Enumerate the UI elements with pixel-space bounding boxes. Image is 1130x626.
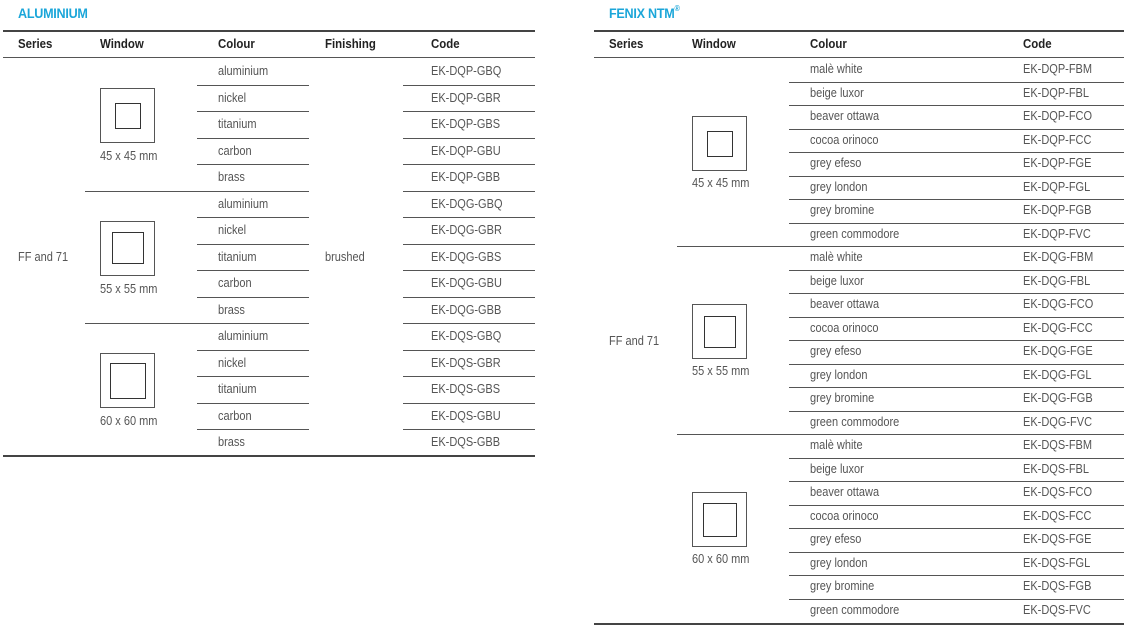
code-cell: EK-DQS-FVC — [1023, 602, 1091, 617]
row-divider — [197, 217, 309, 218]
code-cell: EK-DQS-GBB — [431, 435, 501, 449]
colour-cell: cocoa orinoco — [810, 320, 879, 335]
code-cell: EK-DQP-FCC — [1023, 132, 1092, 147]
header-bottom-rule — [3, 57, 535, 58]
fenix-title-text: FENIX NTM — [609, 5, 675, 21]
code-cell: EK-DQP-FVC — [1023, 226, 1091, 241]
code-cell: EK-DQS-GBS — [431, 382, 501, 396]
row-divider — [403, 429, 535, 430]
colour-cell: green commodore — [810, 226, 900, 241]
row-divider — [789, 458, 1124, 459]
colour-cell: brass — [218, 302, 245, 317]
group-divider — [677, 434, 1124, 435]
group-divider — [403, 191, 535, 192]
row-divider — [789, 176, 1124, 177]
colour-cell: beaver ottawa — [810, 485, 880, 499]
row-divider — [403, 270, 535, 271]
code-cell: EK-DQP-FGE — [1023, 156, 1092, 170]
header-code: Code — [1023, 36, 1052, 51]
code-cell: EK-DQS-GBU — [431, 408, 501, 423]
header-window: Window — [100, 36, 144, 51]
row-divider — [789, 411, 1124, 412]
window-opening-icon — [115, 103, 141, 129]
code-cell: EK-DQS-FCC — [1023, 508, 1092, 523]
colour-cell: beaver ottawa — [810, 109, 880, 123]
row-divider — [403, 376, 535, 377]
code-cell: EK-DQG-FCO — [1023, 297, 1094, 311]
window-opening-icon — [704, 316, 736, 348]
colour-cell: malè white — [810, 438, 863, 452]
row-divider — [403, 217, 535, 218]
window-size-label: 45 x 45 mm — [100, 149, 158, 163]
code-cell: EK-DQS-FBM — [1023, 438, 1093, 452]
colour-cell: nickel — [218, 355, 247, 370]
row-divider — [789, 152, 1124, 153]
colour-cell: carbon — [218, 276, 252, 290]
code-cell: EK-DQS-FGL — [1023, 555, 1091, 570]
window-frame-icon — [692, 492, 747, 547]
row-divider — [197, 164, 309, 165]
colour-cell: beige luxor — [810, 461, 864, 476]
colour-cell: grey efeso — [810, 344, 862, 358]
table-bottom-rule — [594, 623, 1124, 625]
row-divider — [403, 244, 535, 245]
colour-cell: cocoa orinoco — [810, 508, 879, 523]
code-cell: EK-DQG-FBL — [1023, 273, 1091, 288]
aluminium-title: ALUMINIUM — [18, 5, 88, 21]
header-window: Window — [692, 36, 736, 51]
code-cell: EK-DQS-FGB — [1023, 579, 1092, 593]
colour-cell: grey london — [810, 555, 868, 570]
window-opening-icon — [707, 131, 733, 157]
colour-cell: titanium — [218, 249, 257, 264]
window-opening-icon — [703, 503, 737, 537]
code-cell: EK-DQG-FBM — [1023, 250, 1094, 264]
code-cell: EK-DQP-GBR — [431, 90, 501, 105]
colour-cell: titanium — [218, 382, 257, 396]
code-cell: EK-DQG-FGB — [1023, 391, 1093, 405]
colour-cell: beaver ottawa — [810, 297, 880, 311]
colour-cell: green commodore — [810, 602, 900, 617]
row-divider — [789, 270, 1124, 271]
code-cell: EK-DQP-GBU — [431, 143, 501, 158]
row-divider — [197, 429, 309, 430]
header-bottom-rule — [594, 57, 1124, 58]
code-cell: EK-DQS-GBQ — [431, 329, 502, 343]
code-cell: EK-DQP-FBM — [1023, 62, 1093, 76]
colour-cell: brass — [218, 435, 245, 449]
code-cell: EK-DQP-GBQ — [431, 64, 502, 78]
row-divider — [789, 364, 1124, 365]
window-size-label: 60 x 60 mm — [692, 552, 750, 566]
row-divider — [789, 599, 1124, 600]
colour-cell: aluminium — [218, 329, 269, 343]
group-divider — [85, 191, 309, 192]
code-cell: EK-DQG-FCC — [1023, 320, 1093, 335]
row-divider — [789, 129, 1124, 130]
window-frame-icon — [100, 353, 155, 408]
code-cell: EK-DQP-GBS — [431, 117, 501, 131]
code-cell: EK-DQG-FVC — [1023, 414, 1093, 429]
row-divider — [789, 293, 1124, 294]
window-size-label: 55 x 55 mm — [100, 281, 158, 296]
row-divider — [789, 552, 1124, 553]
row-divider — [789, 223, 1124, 224]
colour-cell: titanium — [218, 117, 257, 131]
row-divider — [403, 111, 535, 112]
code-cell: EK-DQG-FGE — [1023, 344, 1093, 358]
group-divider — [677, 246, 1124, 247]
colour-cell: brass — [218, 170, 245, 184]
row-divider — [789, 481, 1124, 482]
group-divider — [403, 323, 535, 324]
row-divider — [197, 350, 309, 351]
row-divider — [403, 297, 535, 298]
code-cell: EK-DQG-GBQ — [431, 196, 503, 211]
colour-cell: aluminium — [218, 196, 269, 211]
window-size-label: 45 x 45 mm — [692, 176, 750, 190]
row-divider — [197, 111, 309, 112]
row-divider — [197, 270, 309, 271]
colour-cell: grey bromine — [810, 391, 875, 405]
code-cell: EK-DQP-FCO — [1023, 109, 1093, 123]
header-series: Series — [18, 36, 53, 51]
code-cell: EK-DQG-GBU — [431, 276, 502, 290]
colour-cell: grey london — [810, 367, 868, 382]
window-frame-icon — [692, 304, 747, 359]
row-divider — [789, 340, 1124, 341]
code-cell: EK-DQG-GBR — [431, 223, 502, 237]
table-bottom-rule — [3, 455, 535, 457]
header-colour: Colour — [810, 36, 847, 51]
code-cell: EK-DQG-GBS — [431, 249, 502, 264]
row-divider — [789, 575, 1124, 576]
colour-cell: grey efeso — [810, 156, 862, 170]
colour-cell: nickel — [218, 223, 247, 237]
row-divider — [789, 505, 1124, 506]
window-frame-icon — [692, 116, 747, 171]
window-opening-icon — [110, 363, 146, 399]
header-colour: Colour — [218, 36, 255, 51]
row-divider — [403, 350, 535, 351]
code-cell: EK-DQG-FGL — [1023, 367, 1092, 382]
row-divider — [197, 376, 309, 377]
header-series: Series — [609, 36, 644, 51]
code-cell: EK-DQP-FBL — [1023, 85, 1090, 100]
row-divider — [789, 387, 1124, 388]
header-code: Code — [431, 36, 460, 51]
colour-cell: beige luxor — [810, 85, 864, 100]
row-divider — [403, 138, 535, 139]
colour-cell: carbon — [218, 143, 252, 158]
colour-cell: malè white — [810, 62, 863, 76]
header-finishing: Finishing — [325, 36, 376, 51]
row-divider — [197, 244, 309, 245]
code-cell: EK-DQG-GBB — [431, 302, 502, 317]
colour-cell: grey bromine — [810, 579, 875, 593]
code-cell: EK-DQS-FGE — [1023, 532, 1092, 546]
row-divider — [789, 105, 1124, 106]
table-top-rule — [3, 30, 535, 32]
colour-cell: carbon — [218, 408, 252, 423]
row-divider — [403, 403, 535, 404]
finishing-value: brushed — [325, 250, 365, 264]
window-size-label: 60 x 60 mm — [100, 414, 158, 428]
colour-cell: grey bromine — [810, 203, 875, 217]
row-divider — [197, 297, 309, 298]
series-value: FF and 71 — [18, 250, 69, 264]
colour-cell: grey efeso — [810, 532, 862, 546]
colour-cell: malè white — [810, 250, 863, 264]
code-cell: EK-DQS-FBL — [1023, 461, 1090, 476]
row-divider — [197, 403, 309, 404]
code-cell: EK-DQS-GBR — [431, 355, 501, 370]
row-divider — [789, 82, 1124, 83]
row-divider — [403, 85, 535, 86]
window-frame-icon — [100, 221, 155, 276]
group-divider — [85, 323, 309, 324]
colour-cell: grey london — [810, 179, 868, 194]
colour-cell: cocoa orinoco — [810, 132, 879, 147]
code-cell: EK-DQP-GBB — [431, 170, 501, 184]
colour-cell: nickel — [218, 90, 247, 105]
code-cell: EK-DQS-FCO — [1023, 485, 1093, 499]
row-divider — [789, 528, 1124, 529]
series-value: FF and 71 — [609, 334, 660, 348]
code-cell: EK-DQP-FGL — [1023, 179, 1091, 194]
code-cell: EK-DQP-FGB — [1023, 203, 1092, 217]
row-divider — [197, 138, 309, 139]
row-divider — [403, 164, 535, 165]
colour-cell: aluminium — [218, 64, 269, 78]
registered-mark: ® — [674, 4, 680, 13]
row-divider — [197, 85, 309, 86]
colour-cell: green commodore — [810, 414, 900, 429]
window-size-label: 55 x 55 mm — [692, 364, 750, 378]
fenix-title — [609, 5, 680, 21]
window-opening-icon — [112, 232, 144, 264]
row-divider — [789, 317, 1124, 318]
table-top-rule — [594, 30, 1124, 32]
colour-cell: beige luxor — [810, 273, 864, 288]
row-divider — [789, 199, 1124, 200]
window-frame-icon — [100, 88, 155, 143]
